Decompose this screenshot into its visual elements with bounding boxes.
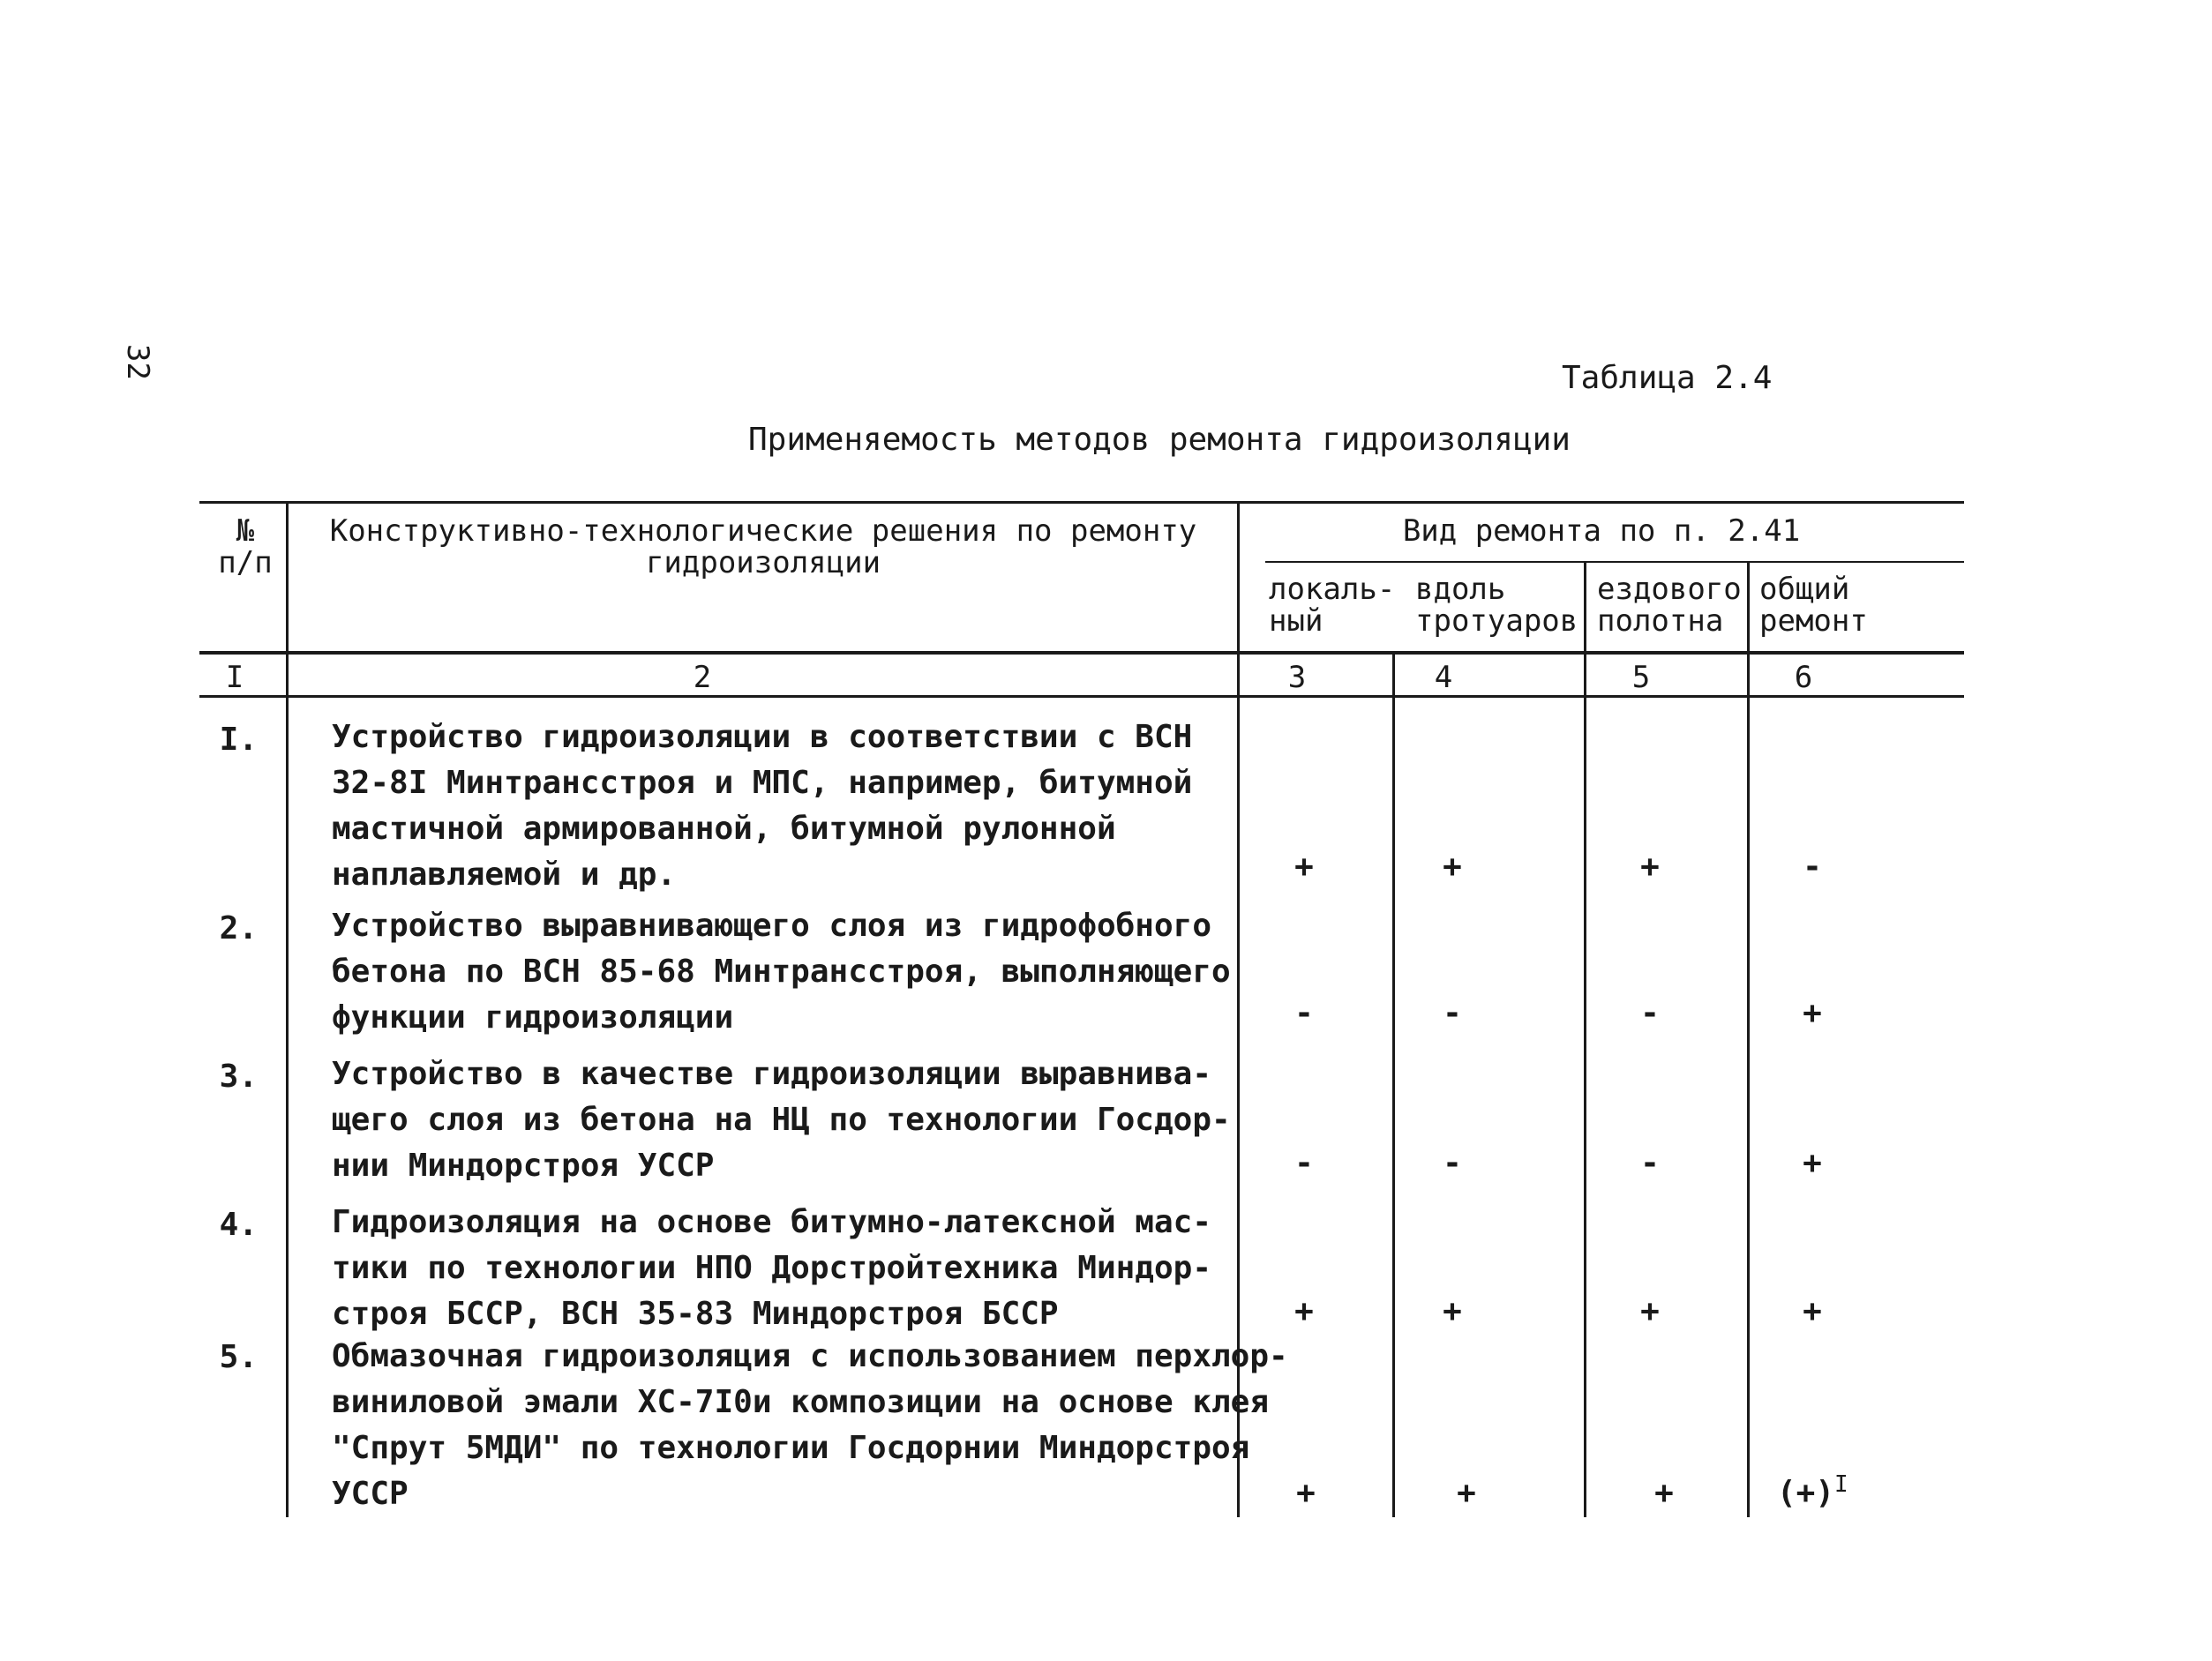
table-label: Таблица 2.4 (1562, 360, 1773, 396)
header-solutions: Конструктивно-технологические решения по ремонту гидроизоляции (329, 513, 1197, 580)
row-number: 5. (219, 1339, 258, 1375)
row-mark-col4: - (1443, 995, 1462, 1031)
column-numbers-rule (199, 695, 1964, 698)
row-text: Устройство в качестве гидроизоляции выравнива- щего слоя из бетона на НЦ по технологии Госдор- нии Миндорстроя УССР (332, 1056, 1231, 1184)
col-divider-4 (1584, 563, 1586, 1517)
row-mark-col3: + (1296, 1475, 1316, 1511)
row-mark-col6: - (1803, 849, 1822, 885)
col-divider-5 (1747, 563, 1750, 1517)
column-number: 3 (1287, 660, 1307, 695)
row-mark-col3: + (1294, 849, 1314, 885)
page-number: 32 (120, 344, 155, 380)
row-mark-col3: - (1294, 995, 1314, 1031)
column-number: I (225, 660, 244, 695)
footnote-ref: I (1834, 1471, 1848, 1498)
row-mark-col6: + (1803, 1293, 1822, 1329)
col-divider-1 (286, 503, 289, 1517)
row-number: 3. (219, 1059, 258, 1095)
row-text: Обмазочная гидроизоляция с использованием перхлор- виниловой эмали ХС-7I0и композиции на основе клея "Спрут 5МДИ" по технологии Госдорнии Миндорстроя УССР (332, 1338, 1288, 1512)
row-mark-col5: - (1640, 995, 1660, 1031)
row-number: 4. (219, 1207, 258, 1243)
row-number: I. (219, 722, 258, 758)
row-text: Устройство гидроизоляции в соответствии с ВСН 32-8I Минтрансстроя и МПС, например, битумной мастичной армированной, битумной рулонной наплавляемой и др. (332, 719, 1193, 893)
row-number: 2. (219, 910, 258, 946)
column-number: 5 (1631, 660, 1651, 695)
row-mark-col6: + (1803, 1145, 1822, 1181)
row-mark-col6-value: (+) (1777, 1475, 1835, 1511)
row-mark-col5: - (1640, 1145, 1660, 1181)
row-mark-col4: + (1443, 849, 1462, 885)
row-mark-col4: + (1443, 1293, 1462, 1329)
table-title: Применяемость методов ремонта гидроизоляции (748, 422, 1571, 458)
row-text: Устройство выравнивающего слоя из гидрофобного бетона по ВСН 85-68 Минтрансстроя, выполняющего функции гидроизоляции (332, 908, 1231, 1036)
header-col4: вдоль тротуаров (1415, 572, 1578, 639)
row-mark-col3: - (1294, 1145, 1314, 1181)
row-mark-col4: - (1443, 1145, 1462, 1181)
repair-type-rule (1265, 561, 1964, 563)
column-number: 6 (1794, 660, 1813, 695)
row-text: Гидроизоляция на основе битумно-латексной мас- тики по технологии НПО Дорстройтехника Миндор- строя БССР, ВСН 35-83 Миндорстроя БССР (332, 1204, 1211, 1332)
row-mark-col4: + (1457, 1475, 1476, 1511)
header-col5: ездового полотна (1597, 572, 1742, 639)
row-mark-col6: + (1803, 995, 1822, 1031)
row-mark-col3: + (1294, 1293, 1314, 1329)
row-mark-col5: + (1640, 849, 1660, 885)
col-divider-3 (1392, 651, 1395, 1517)
header-num: № п/п (218, 513, 273, 580)
header-col3: локаль- ный (1269, 572, 1396, 639)
column-number: 2 (693, 660, 712, 695)
row-mark-col5: + (1640, 1293, 1660, 1329)
header-col6: общий ремонт (1759, 572, 1868, 639)
row-mark-col5: + (1654, 1475, 1674, 1511)
table-top-rule (199, 501, 1964, 504)
column-number: 4 (1434, 660, 1453, 695)
header-bottom-rule (199, 651, 1964, 655)
header-repair-type: Вид ремонта по п. 2.41 (1402, 513, 1801, 549)
row-mark-col6 (1777, 1471, 1883, 1511)
